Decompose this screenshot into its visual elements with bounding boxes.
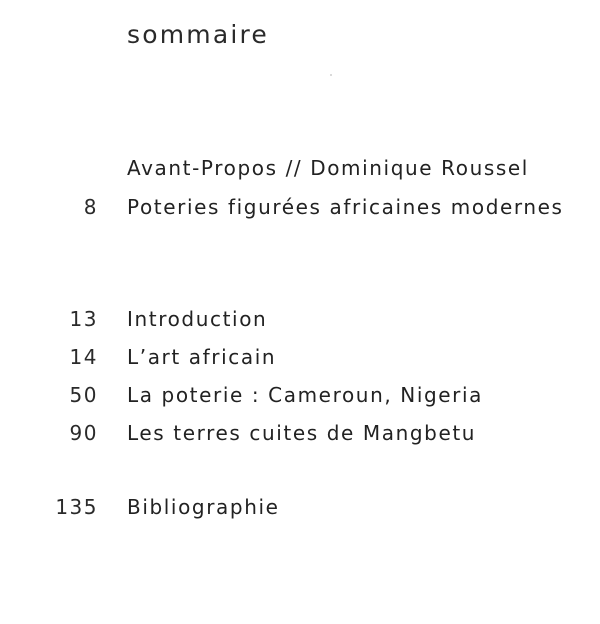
- toc-entry-page-number: 135: [55, 495, 98, 519]
- toc-entry-label: Poteries figurées africaines modernes: [127, 195, 564, 219]
- toc-entry-bibliographie: [0, 495, 600, 525]
- toc-entry-page-number: 14: [69, 345, 98, 369]
- toc-entry-introduction: [0, 307, 600, 337]
- toc-entry-page-number: 90: [69, 421, 98, 445]
- toc-entry-poteries: [0, 195, 600, 225]
- toc-entry-terres-cuites: [0, 421, 600, 451]
- toc-entry-label: L’art africain: [127, 345, 277, 369]
- toc-entry-art-africain: [0, 345, 600, 375]
- toc-title: sommaire: [127, 20, 270, 49]
- toc-entry-label: Introduction: [127, 307, 268, 331]
- paper-speck: [330, 74, 332, 76]
- toc-entry-avant-propos: [0, 156, 600, 186]
- toc-entry-label: La poterie : Cameroun, Nigeria: [127, 383, 484, 407]
- toc-entry-page-number: 13: [69, 307, 98, 331]
- toc-entry-label: Avant-Propos // Dominique Roussel: [127, 156, 529, 180]
- toc-entry-label: Les terres cuites de Mangbetu: [127, 421, 477, 445]
- toc-entry-poterie: [0, 383, 600, 413]
- toc-entry-page-number: 50: [69, 383, 98, 407]
- toc-entry-label: Bibliographie: [127, 495, 280, 519]
- toc-entry-page-number: 8: [83, 195, 98, 219]
